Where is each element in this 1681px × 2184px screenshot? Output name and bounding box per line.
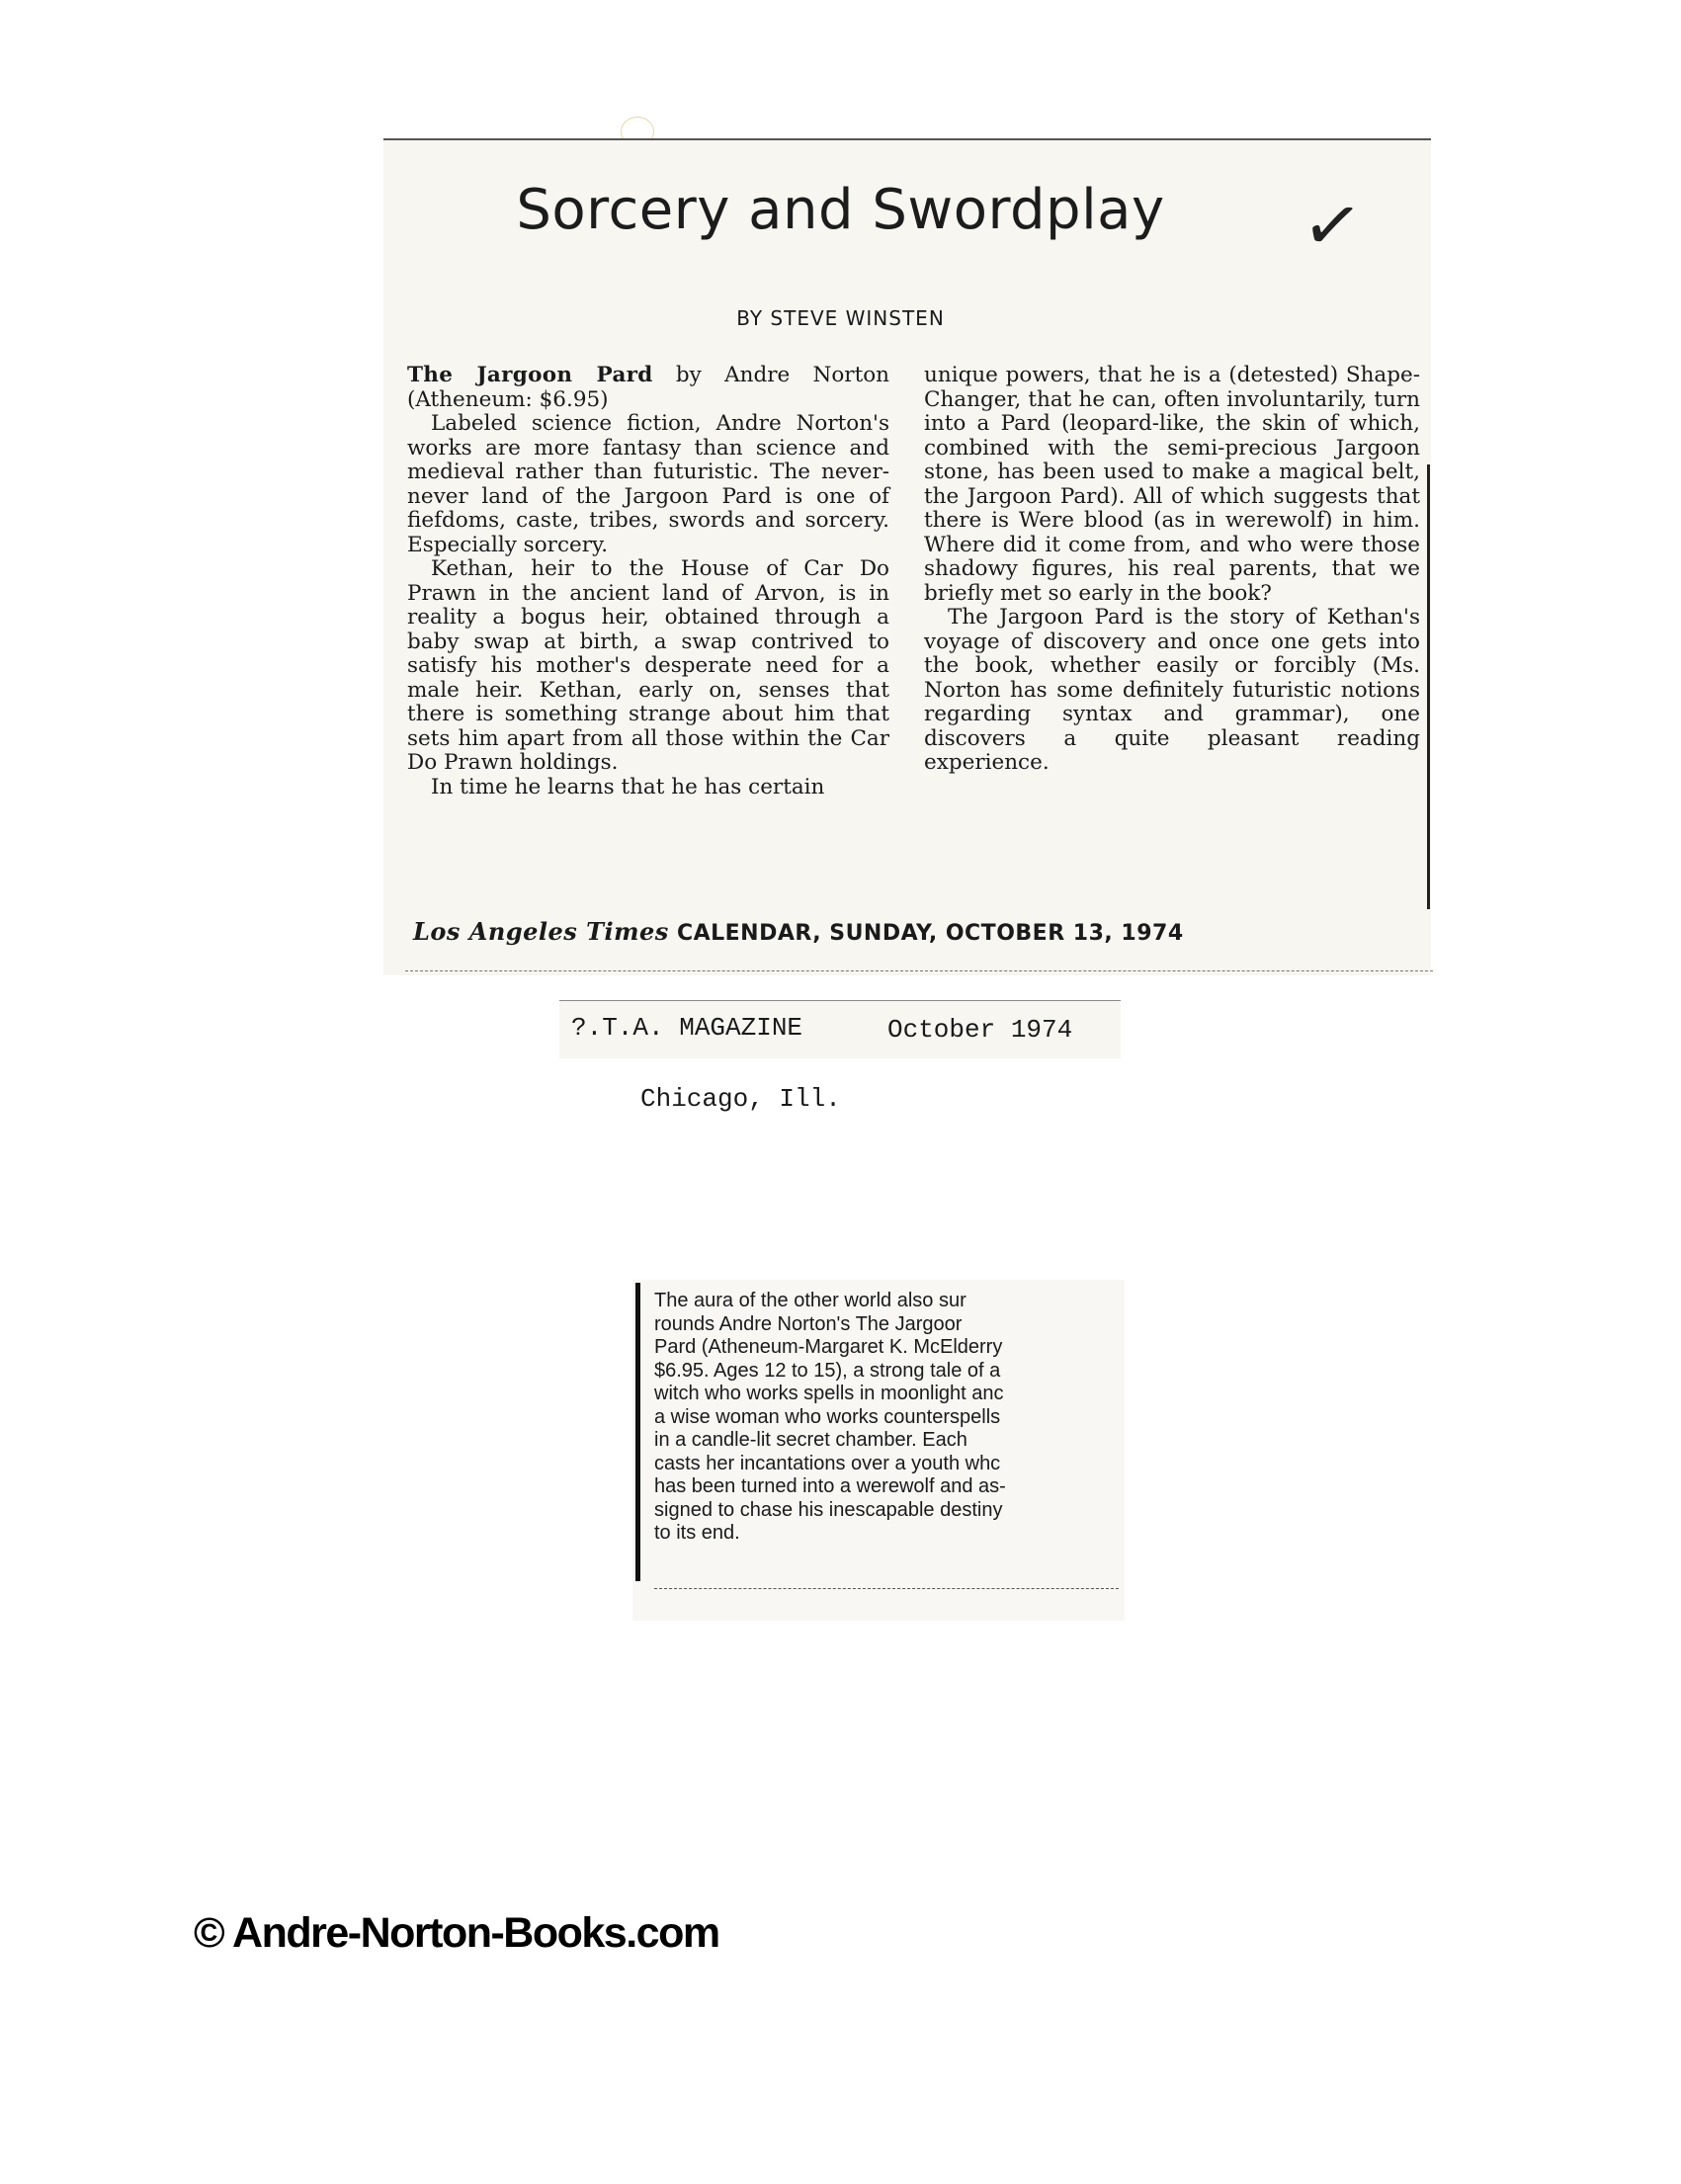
review-line: The aura of the other world also sur: [654, 1290, 967, 1311]
pta-location: Chicago, Ill.: [640, 1084, 841, 1114]
review-line: a wise woman who works counterspells: [654, 1405, 1001, 1428]
source-footer: [413, 917, 1184, 946]
book-title: The Jargoon Pard: [407, 363, 653, 387]
check-mark-icon: ✓: [1297, 180, 1368, 271]
review-line: Pard (Atheneum-Margaret K. McElderry: [654, 1336, 1003, 1358]
article-column-left: [407, 364, 889, 799]
article-byline: BY STEVE WINSTEN: [736, 306, 945, 330]
review-line: to its end.: [654, 1522, 740, 1544]
pta-magazine-name: ?.T.A. MAGAZINE: [571, 1013, 803, 1043]
review-line: $6.95. Ages 12 to 15), a strong tale of a: [654, 1359, 1001, 1382]
source-line: CALENDAR, SUNDAY, OCTOBER 13, 1974: [668, 921, 1184, 946]
review-line: in a candle-lit secret chamber. Each: [654, 1429, 967, 1451]
review-line: witch who works spells in moonlight anc: [654, 1383, 1004, 1404]
review-line: casts her incantations over a youth whc: [654, 1452, 1001, 1474]
article-column-right: [924, 364, 1420, 776]
paragraph: The Jargoon Pard is the story of Kethan's voyage of discovery and once one gets into the book, whether easily or forcibly (Ms. Norton has some definitely futuristic notions regarding syntax and grammar), one discovers a quite pleasant reading experience.: [924, 605, 1420, 775]
paragraph: Kethan, heir to the House of Car Do Prawn in the ancient land of Arvon, is in reality a bogus heir, obtained through a baby swap at birth, a swap contrived to satisfy his mother's desperate need for a male heir. Kethan, early on, senses that there is something strange about him that sets him apart from all those within the Car Do Prawn holdings.: [407, 556, 889, 775]
paragraph: unique powers, that he is a (detested) Shape-Changer, that he can, often involuntarily, turn into a Pard (leopard-like, the skin of which, combined with the semi-precious Jargoon stone, has been used to make a magical belt, the Jargoon Pard). All of which suggests that there is Were blood (as in werewolf) in him. Where did it come from, and who were those shadowy figures, his real parents, that we briefly met so early in the book?: [924, 363, 1420, 606]
book-header: [407, 364, 889, 412]
paragraph: Labeled science fiction, Andre Norton's works are more fantasy than science and medieval rather than futuristic. The never-never land of the Jargoon Pard is one of fiefdoms, caste, tribes, swords and sorcery. Especially sorcery.: [407, 411, 889, 557]
review-line: signed to chase his inescapable destiny: [654, 1498, 1003, 1521]
review-line: has been turned into a werewolf and as-: [654, 1475, 1006, 1497]
pta-date: October 1974: [887, 1015, 1073, 1045]
book-info: by Andre Norton (Atheneum: $6.95): [407, 363, 889, 412]
clipping-left-bar: [635, 1283, 640, 1581]
margin-rule: [1427, 464, 1430, 909]
newspaper-masthead: Los Angeles Times: [413, 917, 669, 946]
clipping-torn-edge: [405, 970, 1433, 971]
clipping-bottom-rule: [654, 1588, 1119, 1589]
paragraph: In time he learns that he has certain: [431, 774, 825, 799]
copyright-notice: © Andre-Norton-Books.com: [194, 1909, 719, 1957]
pta-review-text: [654, 1290, 1115, 1546]
article-title: Sorcery and Swordplay: [516, 178, 1165, 242]
review-line: rounds Andre Norton's The Jargoor: [654, 1312, 963, 1335]
